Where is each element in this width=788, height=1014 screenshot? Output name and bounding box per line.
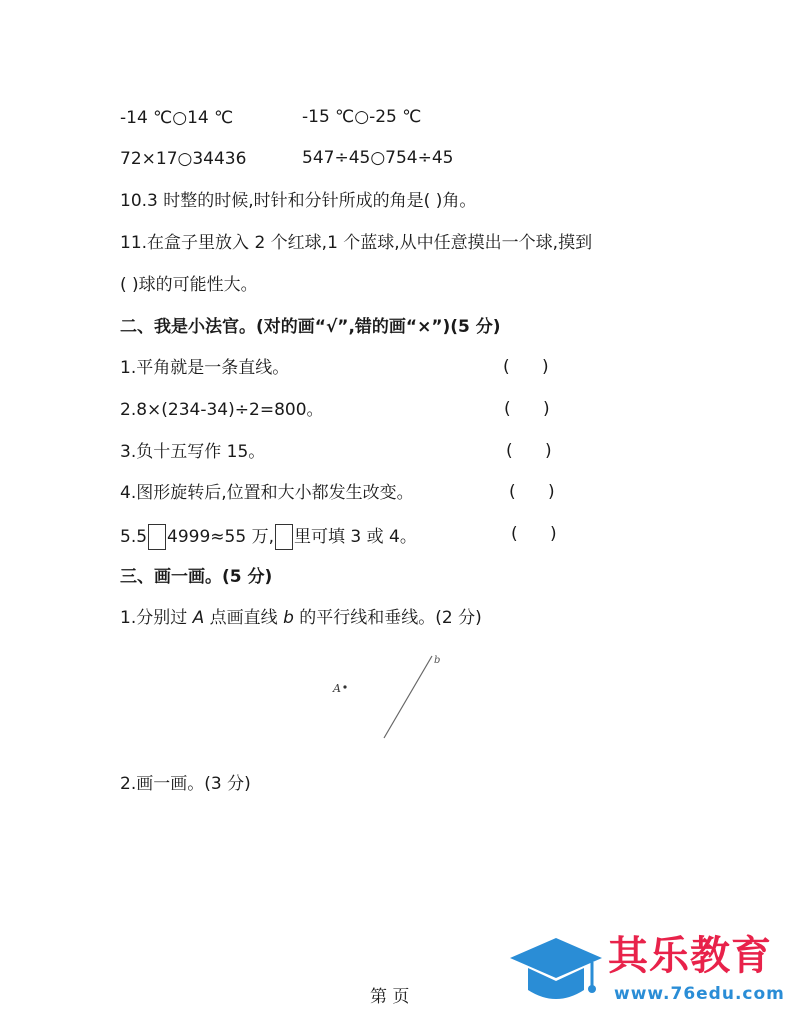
watermark-logo xyxy=(506,930,788,1012)
judge-5-text-b: 4999≈55 万, xyxy=(167,527,274,547)
graduation-cap-icon xyxy=(506,934,606,1014)
q1-text-pre: 1.分别过 xyxy=(120,608,193,628)
judge-item-5 xyxy=(120,524,417,550)
draw-question-1 xyxy=(120,607,482,629)
judge-bracket-3[interactable]: ( ) xyxy=(506,441,552,461)
point-and-line-figure xyxy=(325,648,455,744)
q1-text-post: 的平行线和垂线。(2 分) xyxy=(293,608,482,628)
digit-box-1 xyxy=(148,524,166,550)
watermark-title: 其乐教育 xyxy=(608,933,772,979)
judge-bracket-5[interactable]: ( ) xyxy=(511,524,557,544)
point-a-label: A xyxy=(333,682,341,695)
judge-5-text-a: 5.5 xyxy=(120,527,148,547)
watermark-url: www.76edu.com xyxy=(614,984,785,1004)
compare-2-right: 547÷45○754÷45 xyxy=(302,148,454,168)
draw-question-2: 2.画一画。(3 分) xyxy=(120,774,251,794)
judge-5-text-c: 里可填 3 或 4。 xyxy=(294,527,417,547)
compare-1-left: -14 ℃○14 ℃ xyxy=(120,108,234,128)
q1-point-label: A xyxy=(192,608,205,628)
question-11-line-1: 11.在盒子里放入 2 个红球,1 个蓝球,从中任意摸出一个球,摸到 xyxy=(120,233,593,253)
judge-bracket-1[interactable]: ( ) xyxy=(503,357,549,377)
point-a-dot xyxy=(343,685,346,688)
compare-row-1 xyxy=(120,107,233,129)
line-b-label: b xyxy=(434,655,441,666)
compare-1-right: -15 ℃○-25 ℃ xyxy=(302,107,422,127)
q1-text-mid: 点画直线 xyxy=(204,608,284,628)
digit-box-2 xyxy=(275,524,293,550)
question-10: 10.3 时整的时候,时针和分针所成的角是( )角。 xyxy=(120,191,477,211)
compare-2-left: 72×17○34436 xyxy=(120,149,247,169)
judge-item-3: 3.负十五写作 15。 xyxy=(120,442,266,462)
page-footer: 第 页 xyxy=(370,987,410,1007)
judge-bracket-2[interactable]: ( ) xyxy=(504,399,550,419)
judge-bracket-4[interactable]: ( ) xyxy=(509,482,555,502)
judge-item-4: 4.图形旋转后,位置和大小都发生改变。 xyxy=(120,483,414,503)
question-11-line-2: ( )球的可能性大。 xyxy=(120,275,258,295)
section-3-title: 三、画一画。(5 分) xyxy=(120,567,273,587)
q1-line-label: b xyxy=(283,608,294,628)
judge-item-2: 2.8×(234-34)÷2=800。 xyxy=(120,400,324,420)
section-2-title: 二、我是小法官。(对的画“√”,错的画“×”)(5 分) xyxy=(120,317,501,337)
judge-item-1: 1.平角就是一条直线。 xyxy=(120,358,290,378)
line-b xyxy=(384,656,432,738)
compare-row-2 xyxy=(120,148,246,170)
